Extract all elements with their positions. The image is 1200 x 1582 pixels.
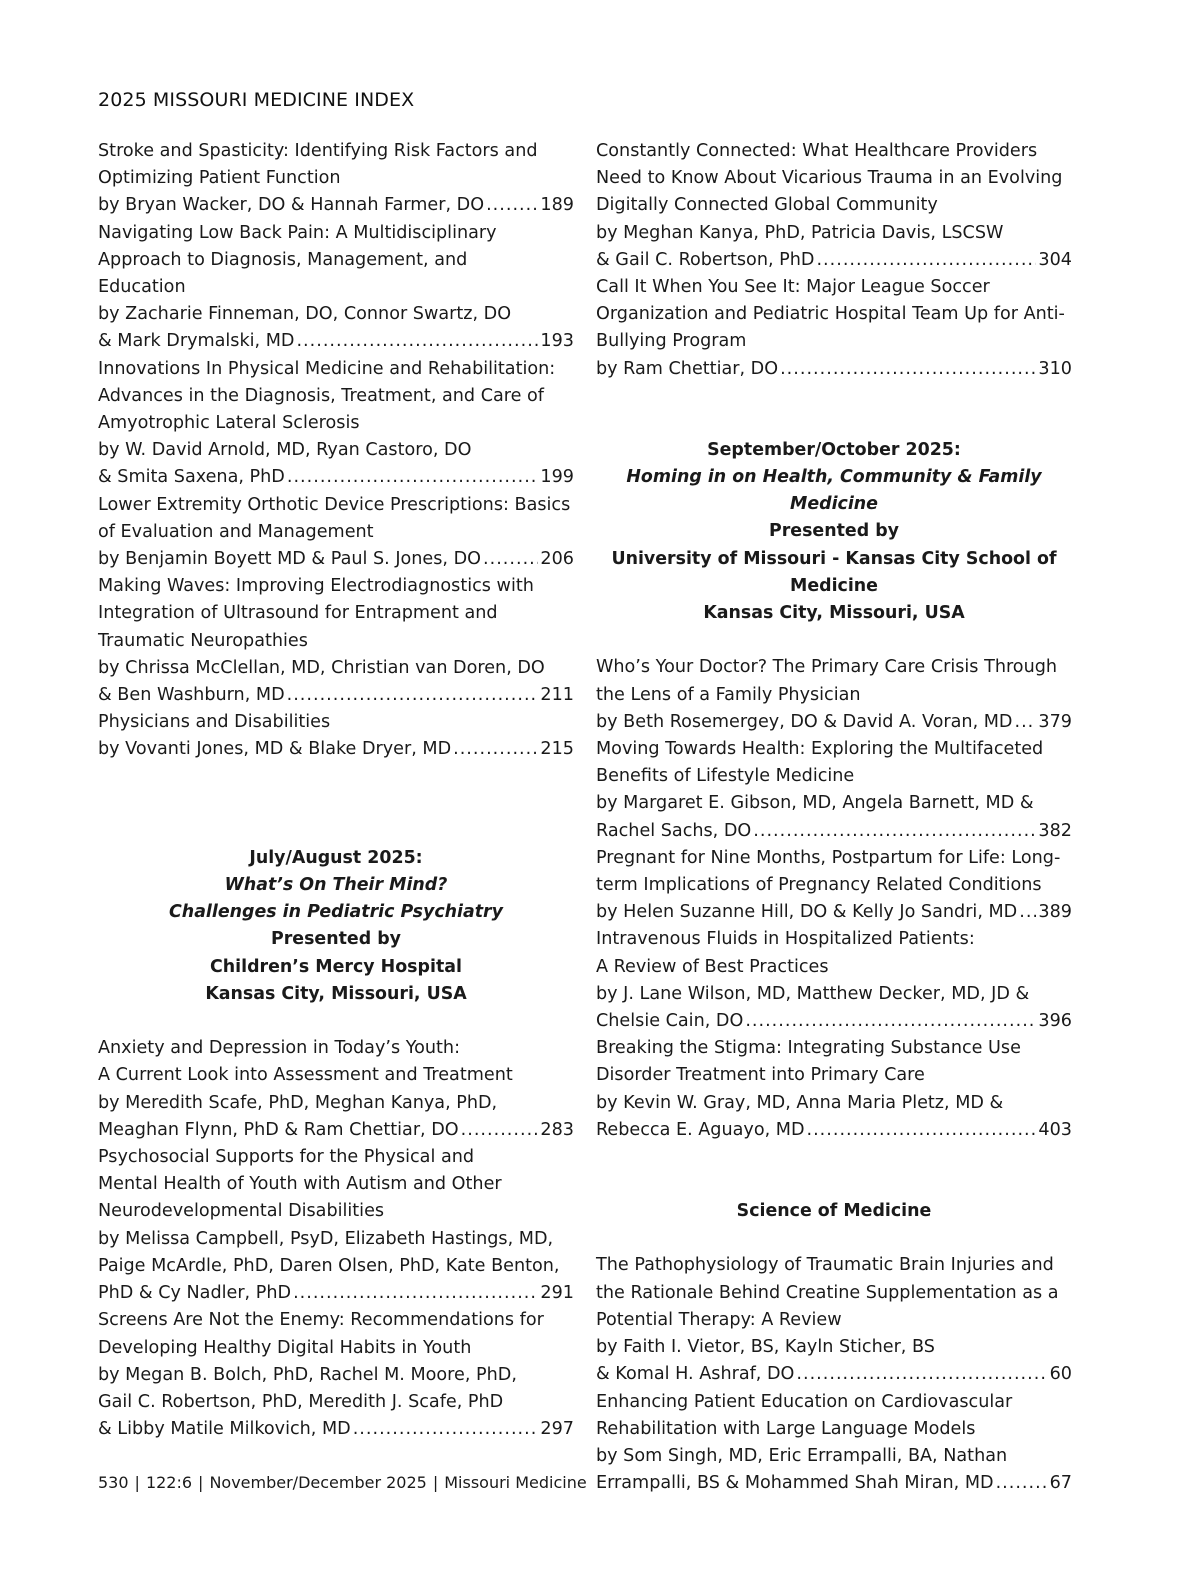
page-reference: 189: [540, 195, 574, 216]
entry-text-line: Paige McArdle, PhD, Daren Olsen, PhD, Kate Benton,: [98, 1255, 560, 1276]
entry-text-line: Breaking the Stigma: Integrating Substance Use: [596, 1038, 1021, 1059]
entry-text-line: Potential Therapy: A Review: [596, 1309, 842, 1330]
issue-label: September/October 2025:: [707, 439, 961, 460]
dot-leader: [453, 736, 538, 763]
dot-leader: [753, 818, 1036, 845]
page-reference: 283: [540, 1119, 574, 1140]
entry-text-line: Organization and Pediatric Hospital Team Up for Anti-: [596, 304, 1065, 325]
entry-list: [596, 1252, 1072, 1497]
entry-author-line: [596, 1361, 1072, 1388]
index-entry: [98, 220, 574, 356]
index-entry: [98, 1035, 574, 1144]
entry-text-line: Intravenous Fluids in Hospitalized Patients:: [596, 929, 975, 950]
entry-list: [98, 1035, 574, 1443]
running-title: 2025 MISSOURI MEDICINE INDEX: [98, 89, 415, 111]
entry-text-line: Psychosocial Supports for the Physical and: [98, 1147, 475, 1168]
index-entry: [596, 1035, 1072, 1144]
entry-authors: & Gail C. Robertson, PhD: [596, 249, 815, 270]
entry-authors: & Mark Drymalski, MD: [98, 331, 295, 352]
entry-text-line: Developing Healthy Digital Habits in Youth: [98, 1337, 472, 1358]
entry-list: [98, 138, 574, 764]
entry-text-line: Anxiety and Depression in Today’s Youth:: [98, 1038, 461, 1059]
entry-text-line: Digitally Connected Global Community: [596, 195, 938, 216]
spacer: [98, 1008, 574, 1035]
entry-authors: Errampalli, BS & Mohammed Shah Miran, MD: [596, 1473, 994, 1494]
entry-text-line: Approach to Diagnosis, Management, and: [98, 249, 468, 270]
spacer: [596, 627, 1072, 654]
entry-text-line: Education: [98, 277, 186, 298]
page-footer: [98, 1473, 587, 1492]
entry-text-line: Stroke and Spasticity: Identifying Risk Factors and: [98, 141, 538, 161]
entry-text-line: by Chrissa McClellan, MD, Christian van Doren, DO: [98, 657, 545, 678]
entry-text-line: Traumatic Neuropathies: [98, 630, 308, 651]
page-reference: 297: [540, 1419, 574, 1440]
entry-text-line: Gail C. Robertson, PhD, Meredith J. Scafe, PhD: [98, 1391, 504, 1412]
page-reference: 379: [1038, 711, 1072, 732]
page-reference: 389: [1038, 902, 1072, 923]
entry-text-line: by J. Lane Wilson, MD, Matthew Decker, MD, JD &: [596, 983, 1030, 1004]
presenting-organization: University of Missouri - Kansas City School of Medicine: [611, 548, 1057, 596]
entry-author-line: [98, 736, 574, 763]
entry-text-line: by Melissa Campbell, PsyD, Elizabeth Hastings, MD,: [98, 1228, 554, 1249]
entry-text-line: Who’s Your Doctor? The Primary Care Crisis Through: [596, 657, 1058, 678]
dot-leader: [461, 1117, 539, 1144]
organization-location: Kansas City, Missouri, USA: [703, 603, 965, 624]
dot-leader: [780, 356, 1036, 383]
page-reference: 396: [1038, 1011, 1072, 1032]
entry-text-line: Integration of Ultrasound for Entrapment and: [98, 603, 498, 624]
index-entry: [98, 1307, 574, 1443]
entry-authors: by Bryan Wacker, DO & Hannah Farmer, DO: [98, 195, 485, 216]
entry-author-line: [98, 682, 574, 709]
index-entry: [98, 573, 574, 709]
entry-author-line: [596, 818, 1072, 845]
index-entry: [596, 1389, 1072, 1498]
entry-text-line: of Evaluation and Management: [98, 521, 374, 542]
index-entry: [596, 845, 1072, 927]
journal-name: Missouri Medicine: [444, 1473, 587, 1492]
entry-text-line: Mental Health of Youth with Autism and Other: [98, 1174, 502, 1195]
spacer: [98, 818, 574, 845]
entry-text-line: term Implications of Pregnancy Related Conditions: [596, 875, 1042, 896]
entry-author-line: [98, 1416, 574, 1443]
index-entry: [98, 1144, 574, 1307]
right-column: [596, 138, 1072, 1497]
entry-text-line: by Zacharie Finneman, DO, Connor Swartz, DO: [98, 304, 512, 325]
presented-by-label: Presented by: [270, 929, 402, 950]
entry-text-line: by Meghan Kanya, PhD, Patricia Davis, LSCSW: [596, 222, 1004, 243]
entry-list: [596, 138, 1072, 383]
entry-author-line: [596, 899, 1072, 926]
entry-text-line: Optimizing Patient Function: [98, 168, 341, 189]
index-entry: [596, 1252, 1072, 1388]
issue-theme: What’s On Their Mind?: [224, 875, 448, 896]
page-reference: 304: [1038, 249, 1072, 270]
dot-leader: [1015, 709, 1037, 736]
issue-theme: Homing in on Health, Community & Family Medicine: [626, 467, 1042, 515]
entry-authors: Meaghan Flynn, PhD & Ram Chettiar, DO: [98, 1119, 459, 1140]
entry-text-line: Advances in the Diagnosis, Treatment, and Care of: [98, 385, 544, 406]
entry-text-line: Need to Know About Vicarious Trauma in an Evolving: [596, 168, 1063, 189]
page-reference: 199: [540, 467, 574, 488]
page-reference: 403: [1038, 1119, 1072, 1140]
spacer: [596, 1144, 1072, 1198]
presented-by-label: Presented by: [768, 521, 900, 542]
dot-leader: [486, 192, 538, 219]
entry-authors: by Beth Rosemergey, DO & David A. Voran, MD: [596, 711, 1013, 732]
entry-text-line: Bullying Program: [596, 331, 747, 352]
page-reference: 67: [1049, 1473, 1072, 1494]
issue-date: November/December 2025: [209, 1473, 427, 1492]
entry-text-line: Screens Are Not the Enemy: Recommendations for: [98, 1310, 544, 1331]
dot-leader: [287, 464, 539, 491]
dot-leader: [996, 1470, 1048, 1497]
entry-text-line: by Kevin W. Gray, MD, Anna Maria Pletz, MD &: [596, 1092, 1004, 1113]
dot-leader: [807, 1117, 1037, 1144]
entry-text-line: Innovations In Physical Medicine and Rehabilitation:: [98, 358, 556, 379]
entry-authors: by Helen Suzanne Hill, DO & Kelly Jo Sandri, MD: [596, 902, 1018, 923]
index-entry: [98, 709, 574, 763]
dot-leader: [796, 1361, 1047, 1388]
entry-author-line: [596, 709, 1072, 736]
entry-author-line: [596, 1117, 1072, 1144]
index-entry: [98, 138, 574, 220]
index-entry: [596, 736, 1072, 845]
page-reference: 382: [1038, 820, 1072, 841]
index-entry: [596, 138, 1072, 274]
entry-text-line: by Margaret E. Gibson, MD, Angela Barnett, MD &: [596, 793, 1034, 814]
index-entry: [596, 274, 1072, 383]
entry-text-line: Call It When You See It: Major League Soccer: [596, 277, 990, 298]
entry-text-line: Disorder Treatment into Primary Care: [596, 1065, 925, 1086]
entry-text-line: Navigating Low Back Pain: A Multidisciplinary: [98, 222, 497, 243]
entry-authors: & Libby Matile Milkovich, MD: [98, 1419, 351, 1440]
entry-text-line: the Rationale Behind Creatine Supplementation as a: [596, 1282, 1059, 1303]
entry-text-line: the Lens of a Family Physician: [596, 684, 861, 705]
footer-separator: |: [134, 1473, 140, 1492]
left-column: [98, 138, 574, 1443]
entry-author-line: [98, 328, 574, 355]
entry-authors: PhD & Cy Nadler, PhD: [98, 1283, 292, 1304]
entry-text-line: Making Waves: Improving Electrodiagnostics with: [98, 576, 534, 597]
page-reference: 291: [540, 1283, 574, 1304]
entry-text-line: Neurodevelopmental Disabilities: [98, 1201, 385, 1222]
entry-list: [596, 654, 1072, 1144]
page-reference: 211: [540, 685, 574, 706]
organization-location: Kansas City, Missouri, USA: [205, 983, 467, 1004]
entry-text-line: Benefits of Lifestyle Medicine: [596, 766, 855, 787]
entry-author-line: [98, 1117, 574, 1144]
entry-author-line: [596, 1008, 1072, 1035]
dot-leader: [287, 682, 539, 709]
dot-leader: [1019, 899, 1036, 926]
entry-authors: by Ram Chettiar, DO: [596, 358, 779, 379]
index-entry: [98, 492, 574, 574]
entry-text-line: A Current Look into Assessment and Treatment: [98, 1065, 513, 1086]
issue-theme-subtitle: Challenges in Pediatric Psychiatry: [169, 902, 503, 923]
volume-issue: 122:6: [145, 1473, 193, 1492]
dot-leader: [483, 546, 538, 573]
index-entry: [98, 356, 574, 492]
entry-text-line: Physicians and Disabilities: [98, 712, 331, 733]
entry-text-line: by Som Singh, MD, Eric Errampalli, BA, Nathan: [596, 1445, 1008, 1466]
dot-leader: [296, 328, 538, 355]
entry-author-line: [98, 1280, 574, 1307]
dot-leader: [745, 1008, 1036, 1035]
entry-author-line: [596, 247, 1072, 274]
entry-text-line: Rehabilitation with Large Language Models: [596, 1418, 976, 1439]
footer-separator: |: [432, 1473, 439, 1492]
entry-text-line: A Review of Best Practices: [596, 956, 829, 977]
index-entry: [596, 926, 1072, 1035]
entry-author-line: [98, 464, 574, 491]
entry-text-line: Pregnant for Nine Months, Postpartum for Life: Long-: [596, 847, 1061, 868]
entry-authors: & Komal H. Ashraf, DO: [596, 1364, 795, 1385]
entry-authors: Chelsie Cain, DO: [596, 1011, 744, 1032]
entry-authors: by Vovanti Jones, MD & Blake Dryer, MD: [98, 739, 452, 760]
page-reference: 206: [540, 549, 574, 570]
section-heading: [596, 1198, 1072, 1225]
page-reference: 310: [1038, 358, 1072, 379]
index-entry: [596, 654, 1072, 736]
page-number: 530: [98, 1473, 129, 1492]
entry-author-line: [596, 1470, 1072, 1497]
page-reference: 193: [540, 331, 574, 352]
dot-leader: [353, 1416, 539, 1443]
spacer: [596, 383, 1072, 437]
entry-text-line: by Megan B. Bolch, PhD, Rachel M. Moore, PhD,: [98, 1364, 517, 1385]
entry-authors: Rebecca E. Aguayo, MD: [596, 1119, 805, 1140]
issue-label: July/August 2025:: [249, 847, 423, 868]
spacer: [596, 1225, 1072, 1252]
spacer: [98, 764, 574, 818]
entry-text-line: Amyotrophic Lateral Sclerosis: [98, 413, 360, 434]
section-title: Science of Medicine: [736, 1201, 932, 1222]
entry-authors: Rachel Sachs, DO: [596, 820, 752, 841]
dot-leader: [816, 247, 1036, 274]
footer-separator: |: [198, 1473, 204, 1492]
entry-text-line: The Pathophysiology of Traumatic Brain Injuries and: [596, 1255, 1054, 1276]
entry-text-line: Lower Extremity Orthotic Device Prescriptions: Basics: [98, 494, 571, 515]
dot-leader: [293, 1280, 538, 1307]
issue-section-heading: [596, 437, 1072, 627]
page-reference: 60: [1049, 1364, 1072, 1385]
entry-text-line: by Faith I. Vietor, BS, Kayln Sticher, BS: [596, 1337, 935, 1358]
entry-authors: by Benjamin Boyett MD & Paul S. Jones, DO: [98, 549, 482, 570]
entry-author-line: [98, 546, 574, 573]
entry-text-line: by Meredith Scafe, PhD, Meghan Kanya, PhD,: [98, 1092, 498, 1113]
entry-text-line: Moving Towards Health: Exploring the Multifaceted: [596, 739, 1044, 760]
page-reference: 215: [540, 739, 574, 760]
entry-text-line: by W. David Arnold, MD, Ryan Castoro, DO: [98, 440, 472, 461]
entry-authors: & Ben Washburn, MD: [98, 685, 285, 706]
entry-authors: & Smita Saxena, PhD: [98, 467, 285, 488]
entry-author-line: [596, 356, 1072, 383]
entry-text-line: Constantly Connected: What Healthcare Providers: [596, 141, 1038, 161]
issue-section-heading: [98, 845, 574, 1008]
entry-author-line: [98, 192, 574, 219]
presenting-organization: Children’s Mercy Hospital: [210, 956, 462, 977]
entry-text-line: Enhancing Patient Education on Cardiovascular: [596, 1391, 1013, 1412]
